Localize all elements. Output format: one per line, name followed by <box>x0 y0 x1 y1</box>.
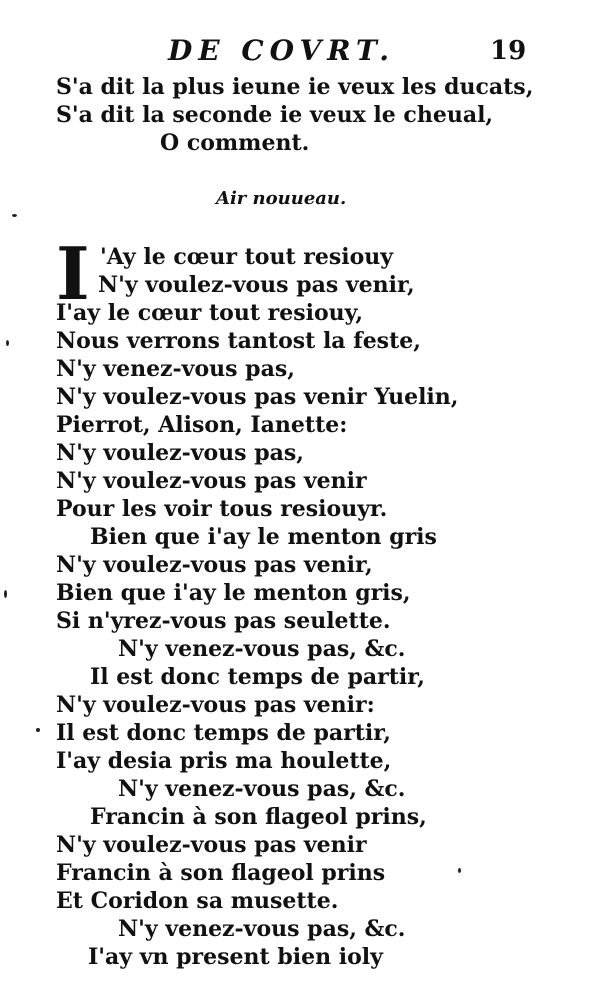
ink-speck <box>12 214 17 217</box>
running-title: DE COVRT. <box>168 34 396 67</box>
verse-line: Si n'yrez-vous pas seulette. <box>56 608 391 634</box>
verse-line: Francin à son flageol prins <box>56 860 386 886</box>
verse-line: O comment. <box>160 130 310 156</box>
song-title: Air nouueau. <box>216 188 347 209</box>
verse-line: N'y voulez-vous pas venir, <box>98 272 415 298</box>
verse-line: Et Coridon sa musette. <box>56 888 339 914</box>
drop-cap: I <box>56 231 90 316</box>
verse-line: N'y voulez-vous pas, <box>56 440 304 466</box>
verse-line: N'y voulez-vous pas venir: <box>56 692 375 718</box>
ink-speck <box>36 728 40 732</box>
verse-line: Pour les voir tous resiouyr. <box>56 496 388 522</box>
page-number: 19 <box>490 36 527 66</box>
verse-line: Nous verrons tantost la feste, <box>56 328 421 354</box>
ink-speck <box>458 868 461 873</box>
verse-line: N'y venez-vous pas, <box>56 356 295 382</box>
verse-line: N'y venez-vous pas, &c. <box>118 776 406 802</box>
verse-line: N'y venez-vous pas, &c. <box>118 636 406 662</box>
verse-line: Bien que i'ay le menton gris <box>90 524 437 550</box>
ink-speck <box>4 590 7 598</box>
verse-line-first: 'Ay le cœur tout resiouy <box>100 244 394 270</box>
verse-line: S'a dit la seconde ie veux le cheual, <box>56 102 494 128</box>
verse-line: I'ay le cœur tout resiouy, <box>56 300 363 326</box>
verse-line: N'y voulez-vous pas venir Yuelin, <box>56 384 459 410</box>
verse-line: N'y venez-vous pas, &c. <box>118 916 406 942</box>
verse-line: N'y voulez-vous pas venir <box>56 468 367 494</box>
verse-line: I'ay desia pris ma houlette, <box>56 748 392 774</box>
verse-line: Bien que i'ay le menton gris, <box>56 580 411 606</box>
verse-line: I'ay vn present bien ioly <box>88 944 383 970</box>
verse-line: Francin à son flageol prins, <box>90 804 427 830</box>
verse-line: S'a dit la plus ieune ie veux les ducats, <box>56 74 534 100</box>
verse-line: Il est donc temps de partir, <box>90 664 425 690</box>
ink-speck <box>6 340 9 346</box>
verse-line: Pierrot, Alison, Ianette: <box>56 412 348 438</box>
verse-line: N'y voulez-vous pas venir, <box>56 552 373 578</box>
verse-line: Il est donc temps de partir, <box>56 720 391 746</box>
verse-line: N'y voulez-vous pas venir <box>56 832 367 858</box>
